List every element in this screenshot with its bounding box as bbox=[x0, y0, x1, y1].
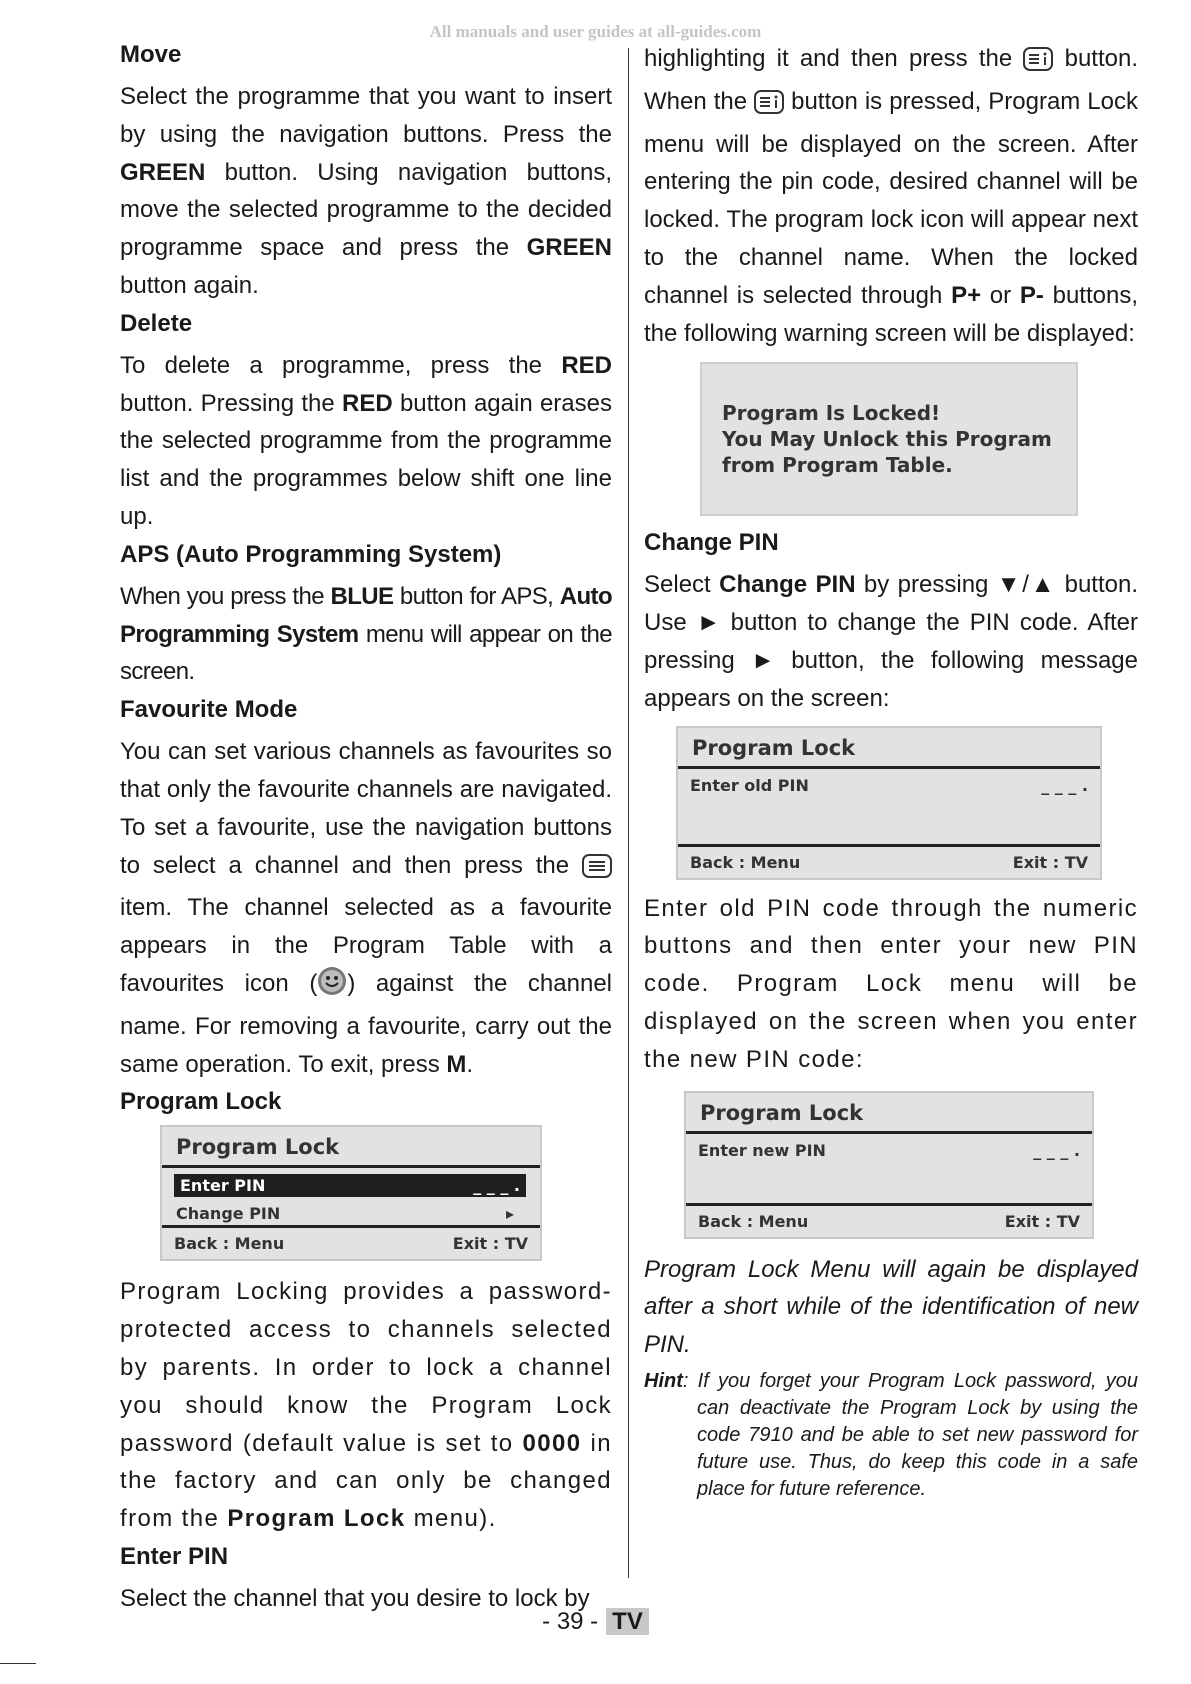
program-lock-heading: Program Lock bbox=[120, 1088, 282, 1116]
program-locked-warning bbox=[700, 362, 1078, 516]
osd-enter-old-pin-row[interactable] bbox=[678, 773, 1100, 798]
osd-row-label: Enter old PIN bbox=[690, 775, 809, 795]
page-number: - 39 - bbox=[542, 1608, 599, 1635]
osd-row-label: Change PIN bbox=[176, 1204, 281, 1224]
aps-heading: APS (Auto Programming System) bbox=[120, 540, 502, 568]
hint-note bbox=[644, 1368, 1138, 1503]
hint-text: : If you forget your Program Lock password, you can deactivate the Program Lock by using the code 7910 and be able to set new password for future use. Thus, do keep this code in a safe place for future reference. bbox=[682, 1369, 1138, 1500]
column-divider bbox=[628, 48, 629, 1578]
page-footer bbox=[0, 1608, 1191, 1636]
osd-title: Program Lock bbox=[678, 728, 1100, 769]
osd-row-value: _ _ _ . bbox=[1033, 1140, 1080, 1160]
favourite-heading: Favourite Mode bbox=[120, 696, 298, 724]
enter-pin-paragraph: Select the channel that you desire to lock by bbox=[120, 1584, 590, 1612]
favourite-paragraph: You can set various channels as favourites so that only the favourite channels are navigated. To set a favourite, use the navigation buttons to select a channel and then press the item. The channel selected as a favourite appears in the Program Table with a favourites icon ( ) against the channel name. For removing a favourite, carry out the same operation. To exit, press M. bbox=[120, 738, 612, 1078]
aps-paragraph: When you press the BLUE button for APS, Auto Programming System menu will appear on the screen. bbox=[120, 582, 613, 686]
favourite-menu-icon bbox=[582, 852, 612, 890]
change-pin-heading: Change PIN bbox=[644, 529, 779, 557]
watermark: All manuals and user guides at all-guides.com bbox=[429, 22, 762, 41]
italic-note: Program Lock Menu will again be displayed after a short while of the identification of new PIN. bbox=[644, 1255, 1138, 1359]
delete-heading: Delete bbox=[120, 309, 193, 337]
chevron-right-icon: ▸ bbox=[505, 1204, 514, 1224]
osd-footer bbox=[686, 1203, 1092, 1237]
move-heading: Move bbox=[120, 41, 182, 68]
osd-footer bbox=[678, 844, 1100, 878]
change-pin-paragraph: Select Change PIN by pressing ▼/▲ button. Use ► button to change the PIN code. After pressing ► button, the following message appears on the screen: bbox=[644, 571, 1138, 712]
crop-mark bbox=[0, 1663, 36, 1664]
osd-row-label: Enter new PIN bbox=[698, 1140, 826, 1160]
osd-change-pin-row[interactable] bbox=[164, 1201, 526, 1226]
hint-label: Hint bbox=[644, 1369, 683, 1392]
osd-row-value: _ _ _ . bbox=[473, 1176, 520, 1196]
osd-exit-hint: Exit : TV bbox=[1012, 852, 1088, 872]
info-button-icon bbox=[1023, 45, 1053, 83]
program-lock-paragraph: Program Locking provides a password-protected access to channels selected by parents. In order to lock a channel you should know the Program Lock password (default value is set to 0000 in the factory and can only be changed from the Program Lock menu). bbox=[120, 1278, 612, 1533]
info-button-icon bbox=[754, 88, 784, 126]
osd-back-hint: Back : Menu bbox=[698, 1211, 809, 1231]
enter-pin-heading: Enter PIN bbox=[120, 1542, 229, 1570]
osd-title: Program Lock bbox=[162, 1127, 540, 1168]
enter-old-pin-paragraph: Enter old PIN code through the numeric buttons and then enter your new PIN code. Program Lock menu will be displayed on the screen when you enter the new PIN code: bbox=[644, 894, 1138, 1073]
warning-line: Program Is Locked! bbox=[722, 401, 941, 426]
warning-line: You May Unlock this Program bbox=[722, 427, 1052, 452]
program-lock-menu bbox=[160, 1125, 542, 1261]
delete-paragraph: To delete a programme, press the RED button. Pressing the RED button again erases the selected programme from the programme list and the programmes below shift one line up. bbox=[120, 351, 612, 530]
left-column bbox=[120, 40, 612, 1622]
smiley-favourite-icon bbox=[317, 966, 347, 1008]
osd-exit-hint: Exit : TV bbox=[452, 1234, 528, 1254]
right-column bbox=[644, 40, 1138, 1503]
warning-line: from Program Table. bbox=[722, 453, 953, 478]
osd-row-value: _ _ _ . bbox=[1041, 775, 1088, 795]
osd-exit-hint: Exit : TV bbox=[1004, 1211, 1080, 1231]
osd-enter-new-pin-row[interactable] bbox=[686, 1138, 1092, 1163]
osd-title: Program Lock bbox=[686, 1093, 1092, 1134]
section-tag: TV bbox=[606, 1608, 649, 1635]
enter-new-pin-menu bbox=[684, 1091, 1094, 1239]
enter-old-pin-menu bbox=[676, 726, 1102, 880]
osd-footer bbox=[162, 1225, 540, 1259]
osd-back-hint: Back : Menu bbox=[174, 1234, 285, 1254]
osd-enter-pin-row[interactable] bbox=[174, 1174, 526, 1197]
enter-pin-continued-paragraph: highlighting it and then press the button. When the button is pressed, Program Lock menu will be displayed on the screen. After entering the pin code, desired channel will be locked. The program lock icon will appear next to the channel name. When the locked channel is selected through P+ or P- buttons, the following warning screen will be displayed: bbox=[644, 45, 1138, 347]
osd-row-label: Enter PIN bbox=[180, 1176, 266, 1196]
osd-back-hint: Back : Menu bbox=[690, 852, 801, 872]
move-paragraph: Select the programme that you want to insert by using the navigation buttons. Press the GREEN button. Using navigation buttons, move the selected programme to the decided programme space and press the GREEN button again. bbox=[120, 83, 612, 299]
